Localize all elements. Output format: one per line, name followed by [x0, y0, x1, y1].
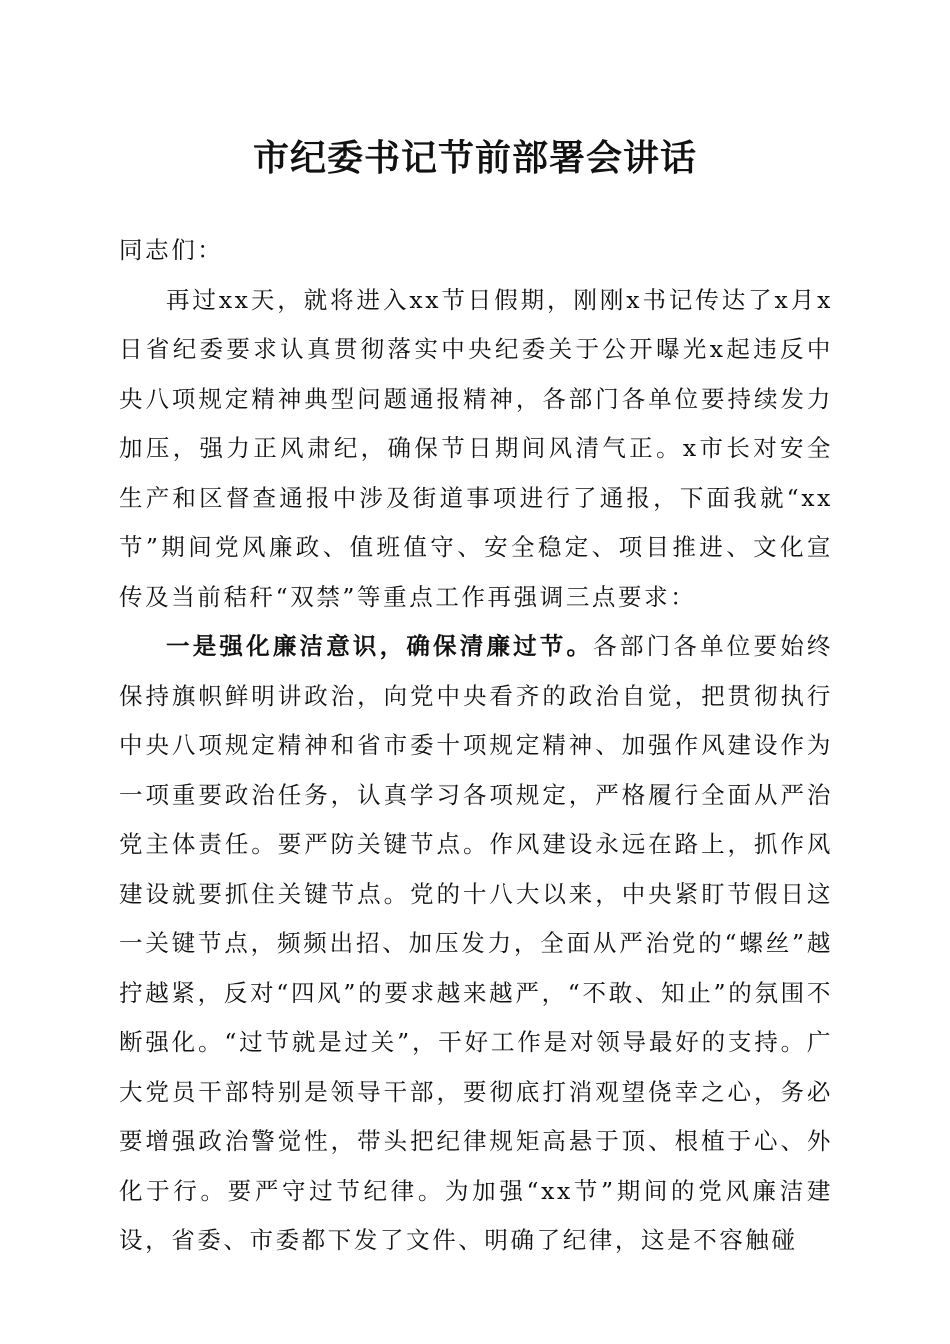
document-body	[119, 226, 833, 1266]
paragraph-intro: 再过xx天，就将进入xx节日假期，刚刚x书记传达了x月x日省纪委要求认真贯彻落实中央纪委关于公开曝光x起违反中央八项规定精神典型问题通报精神，各部门各单位要持续发力加压，强力正风肃纪，确保节日期间风清气正。x市长对安全生产和区督查通报中涉及街道事项进行了通报，下面我就“xx节”期间党风廉政、值班值守、安全稳定、项目推进、文化宣传及当前秸秆“双禁”等重点工作再强调三点要求：	[119, 285, 833, 611]
point-one-text: 各部门各单位要始终保持旗帜鲜明讲政治，向党中央看齐的政治自觉，把贯彻执行中央八项规定精神和省市委十项规定精神、加强作风建设作为一项重要政治任务，认真学习各项规定，严格履行全面从严治党主体责任。要严防关键节点。作风建设永远在路上，抓作风建设就要抓住关键节点。党的十八大以来，中央紧盯节假日这一关键节点，频频出招、加压发力，全面从严治党的“螺丝”越拧越紧，反对“四风”的要求越来越严，“不敢、知止”的氛围不断强化。“过节就是过关”，干好工作是对领导最好的支持。广大党员干部特别是领导干部，要彻底打消观望侥幸之心，务必要增强政治警觉性，带头把纪律规矩高悬于顶、根植于心、外化于行。要严守过节纪律。为加强“xx节”期间的党风廉洁建设，省委、市委都下发了文件、明确了纪律，这是不容触碰	[119, 632, 833, 1254]
salutation: 同志们：	[119, 236, 224, 264]
point-one-heading: 一是强化廉洁意识，确保清廉过节。	[166, 632, 594, 660]
paragraph-point-one	[119, 622, 833, 1266]
document-title: 市纪委书记节前部署会讲话	[252, 137, 697, 179]
